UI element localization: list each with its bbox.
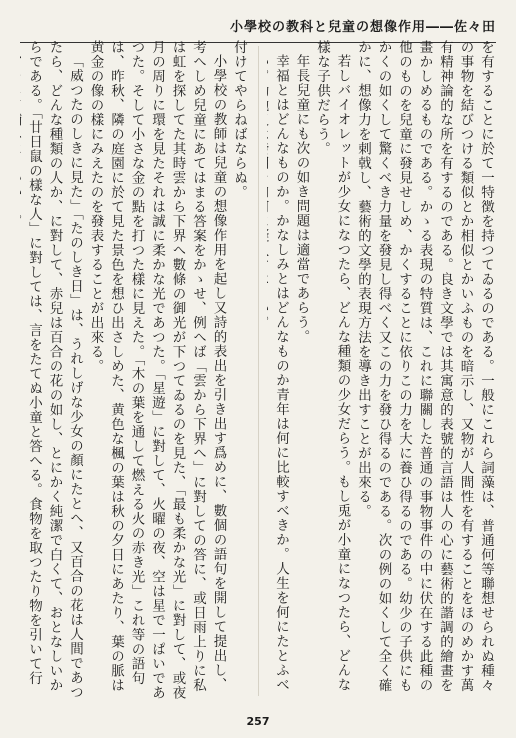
paragraph: 幸福とはどんなものか。かなしみとはどんなものか青年は何に比較すべきか。人生を何にたとふべ (273, 53, 289, 692)
page-number: 257 (246, 715, 270, 728)
paragraph: 年長兒童にも次の如き問題は適當であらう。 (293, 53, 310, 344)
paragraph: 小學校の教師は兒童の想像作用を起し又詩的表出を引き出す爲めに、數個の語句を開して提出し、考へしめ兒童にあてはまる答案をかゝせ、例へば「雲から下界へ」に對しての答に、或日雨上りに私は虹を探してた其時雲から下界へ數條の御光が下つてゐるのを見た、「最も柔かな光」に對して、或夜月の周りに環を見たそれは誠に柔かな光であつた。「星遊」に對して、火曜の夜、空は星で一ぱいであつた。そして小さな金の點を打つた樣に見えた。「木の葉を通して燃える火の赤き光」これ等の語句は、昨秋、隣の庭園に於て見た景色を想ひ出さしめた、黄色な楓の葉は秋の夕日にあたり、葉の脈は黄金の像の樣にみえたのを發表することが出來る。 (87, 40, 227, 701)
right-text-column (267, 40, 496, 702)
page-body (20, 40, 496, 702)
left-text-column (20, 40, 249, 702)
paragraph: を有することに於て一特徴を持つてゐるのである。一般にこれら詞藻は、普通何等聯想せられぬ種々の事物を結びつける類似とか相似とかいふものを暗示し、又物が人間性を有することをほのめかす萬有精神論的な所を有するのである。良き文學では其寓意的表號的言語は人の心に藝術的諧調的繪畫を畫かしめるものである。かゝる表現の特質は、これに聯關した普通の事物事件の中に伏在する此種の他のものを兒童に發見せしめ、かくすることに依りこの力を大に養ひ得るのである。幼少の子供にもかくの如くして驚くべき力量を發見し得べく又この力を發ひ得るのである。次の例の如くして全く確かに、想像力を刺戟し、藝術的文學的表現方法を導き出すことが出來る。 (355, 40, 494, 693)
paragraph: 「威つたのしきに見た」「たのしき日」は、うれしげな少女の顏にたとへ、又百合の花は人間であつたら、どんな種類の人か、に對して、赤兒は百合の花の如し、とにかく純潔で白くて、おとなしいからである。「廿日鼠の樣な人」に對しては、言をたてぬ小童と答へる。食物を取つたり物を引いて行 (26, 40, 83, 700)
column-gutter (258, 46, 259, 696)
paragraph: 若しバイオレットが少女になつたら、どんな種類の少女だらう。もし兎が小童になつたら、どんな樣な子供だらう。 (314, 40, 351, 692)
paragraph: 付けてやらねばならぬ。 (231, 40, 247, 200)
header-title: 小學校の教科と兒童の想像作用――佐々田 (229, 20, 496, 35)
